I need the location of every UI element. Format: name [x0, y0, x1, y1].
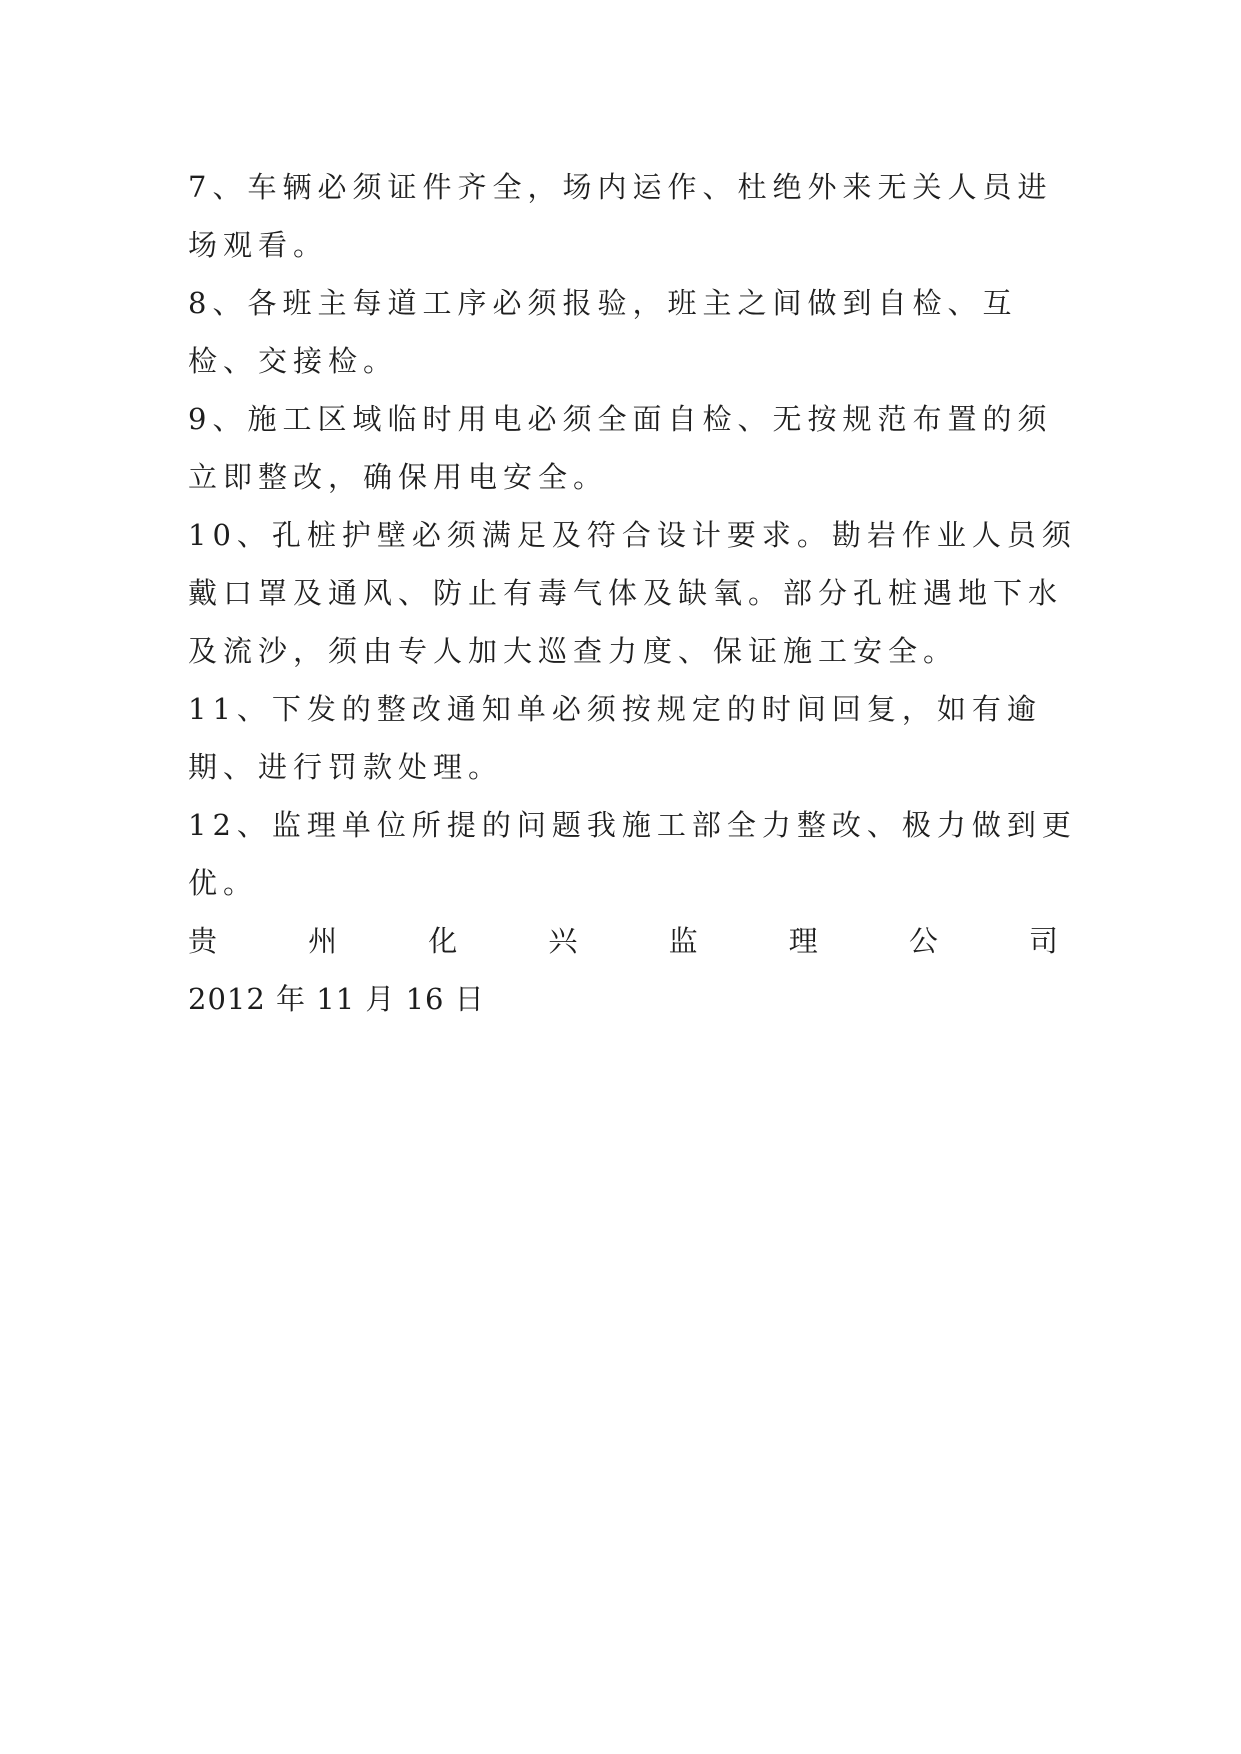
- signature-char: 理: [788, 924, 818, 958]
- paragraph-item-7: 7、车辆必须证件齐全，场内运作、杜绝外来无关人员进场观看。: [188, 170, 1053, 262]
- document-body: [188, 158, 1078, 1028]
- signature-char: 化: [428, 924, 458, 958]
- paragraph-item-9: 9、施工区域临时用电必须全面自检、无按规范布置的须立即整改，确保用电安全。: [188, 402, 1053, 494]
- signature-char: 贵: [188, 924, 218, 958]
- signature-char: 监: [668, 924, 698, 958]
- signature-char: 司: [1028, 924, 1058, 958]
- signature-date: 2012 年 11 月 16 日: [188, 982, 485, 1016]
- signature-char: 州: [308, 924, 338, 958]
- paragraph-item-12: 12、监理单位所提的问题我施工部全力整改、极力做到更优。: [188, 808, 1077, 900]
- paragraph-item-11: 11、下发的整改通知单必须按规定的时间回复，如有逾期、进行罚款处理。: [188, 692, 1042, 784]
- paragraph-item-10: 10、孔桩护壁必须满足及符合设计要求。勘岩作业人员须戴口罩及通风、防止有毒气体及缺氧。部分孔桩遇地下水及流沙，须由专人加大巡查力度、保证施工安全。: [188, 518, 1077, 668]
- signature-organization: [188, 912, 1058, 970]
- paragraph-item-8: 8、各班主每道工序必须报验，班主之间做到自检、互检、交接检。: [188, 286, 1018, 378]
- signature-char: 公: [908, 924, 938, 958]
- signature-char: 兴: [548, 924, 578, 958]
